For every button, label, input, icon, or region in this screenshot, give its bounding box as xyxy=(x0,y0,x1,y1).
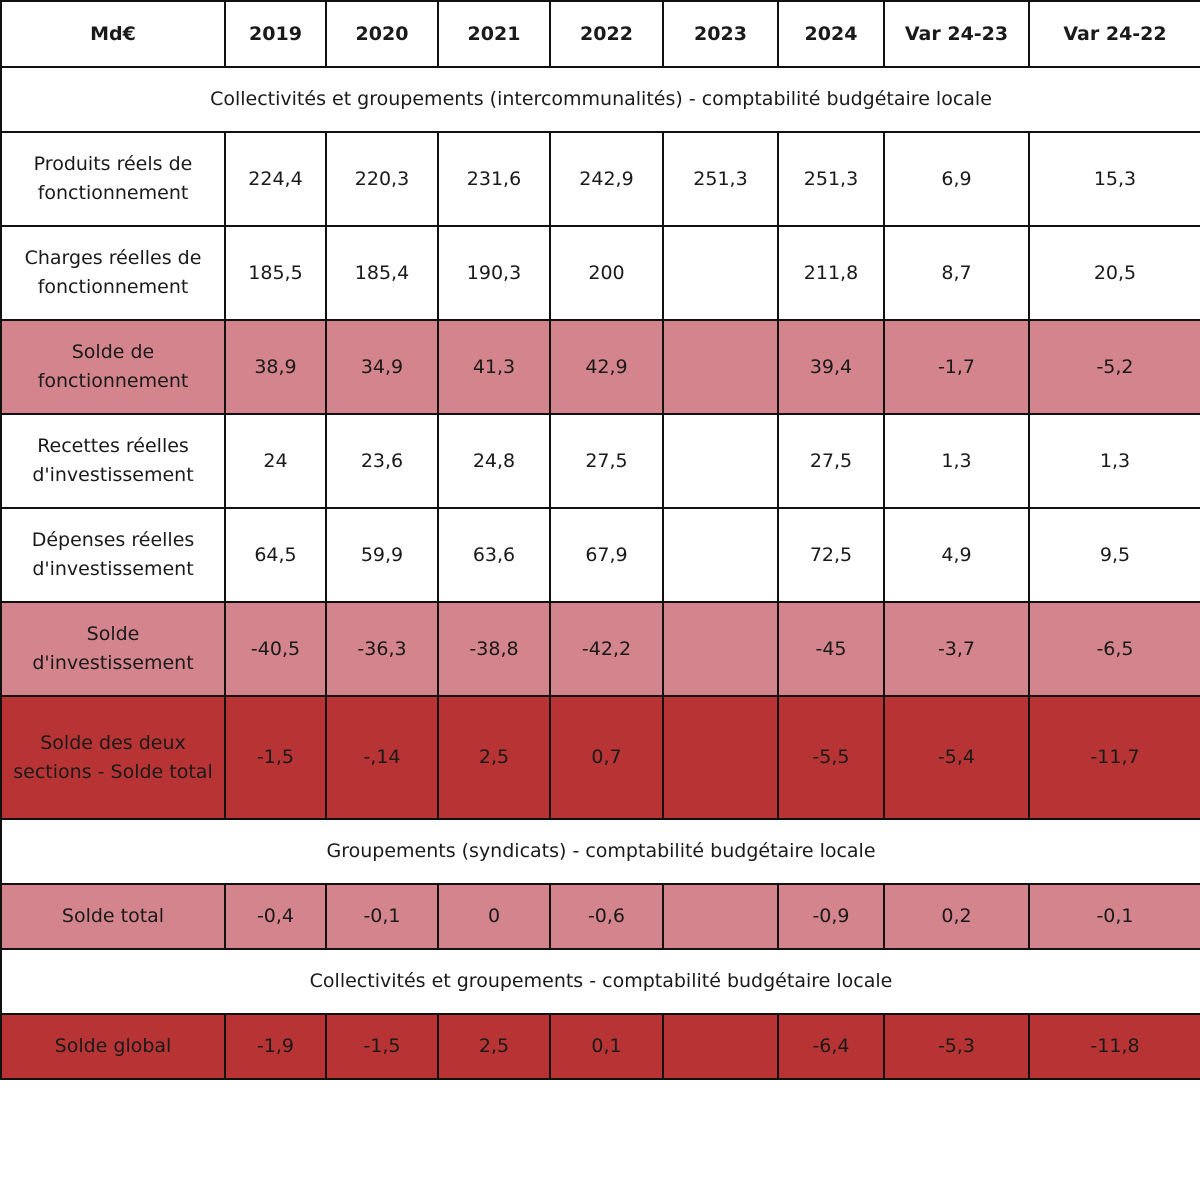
value-cell: 224,4 xyxy=(225,132,326,226)
value-cell: 251,3 xyxy=(663,132,778,226)
table-row xyxy=(1,1014,1200,1079)
value-cell: -5,4 xyxy=(884,696,1029,819)
value-cell: 190,3 xyxy=(438,226,550,320)
table-body xyxy=(1,67,1200,1079)
value-cell: 220,3 xyxy=(326,132,438,226)
header-cell: 2020 xyxy=(326,1,438,67)
value-cell: 231,6 xyxy=(438,132,550,226)
header-row xyxy=(1,1,1200,67)
header-cell: 2019 xyxy=(225,1,326,67)
section-row xyxy=(1,949,1200,1014)
value-cell xyxy=(663,414,778,508)
header-cell: 2023 xyxy=(663,1,778,67)
table-row xyxy=(1,508,1200,602)
section-row xyxy=(1,819,1200,884)
value-cell: -3,7 xyxy=(884,602,1029,696)
value-cell: 251,3 xyxy=(778,132,884,226)
value-cell: -45 xyxy=(778,602,884,696)
value-cell xyxy=(663,508,778,602)
row-label: Recettes réelles d'investissement xyxy=(1,414,225,508)
value-cell: -36,3 xyxy=(326,602,438,696)
value-cell: -1,7 xyxy=(884,320,1029,414)
value-cell: 23,6 xyxy=(326,414,438,508)
value-cell: 27,5 xyxy=(550,414,663,508)
value-cell: -40,5 xyxy=(225,602,326,696)
value-cell: 39,4 xyxy=(778,320,884,414)
value-cell: 1,3 xyxy=(1029,414,1200,508)
header-unit-cell: Md€ xyxy=(1,1,225,67)
row-label: Solde d'investissement xyxy=(1,602,225,696)
table-row xyxy=(1,696,1200,819)
value-cell: 41,3 xyxy=(438,320,550,414)
header-cell: Var 24-22 xyxy=(1029,1,1200,67)
value-cell: 1,3 xyxy=(884,414,1029,508)
section-title: Groupements (syndicats) - comptabilité budgétaire locale xyxy=(1,819,1200,884)
value-cell: -1,5 xyxy=(326,1014,438,1079)
value-cell: 211,8 xyxy=(778,226,884,320)
value-cell: 4,9 xyxy=(884,508,1029,602)
table-row xyxy=(1,320,1200,414)
value-cell xyxy=(663,696,778,819)
row-label: Solde des deux sections - Solde total xyxy=(1,696,225,819)
value-cell: 24,8 xyxy=(438,414,550,508)
value-cell: 6,9 xyxy=(884,132,1029,226)
value-cell xyxy=(663,602,778,696)
value-cell: 0 xyxy=(438,884,550,949)
row-label: Charges réelles de fonctionnement xyxy=(1,226,225,320)
section-title: Collectivités et groupements - comptabilité budgétaire locale xyxy=(1,949,1200,1014)
value-cell: -5,3 xyxy=(884,1014,1029,1079)
row-label: Dépenses réelles d'investissement xyxy=(1,508,225,602)
table-row xyxy=(1,602,1200,696)
value-cell: -11,7 xyxy=(1029,696,1200,819)
value-cell: 24 xyxy=(225,414,326,508)
value-cell: -11,8 xyxy=(1029,1014,1200,1079)
value-cell: 2,5 xyxy=(438,696,550,819)
value-cell: 20,5 xyxy=(1029,226,1200,320)
header-cell: 2022 xyxy=(550,1,663,67)
value-cell xyxy=(663,884,778,949)
value-cell: -5,5 xyxy=(778,696,884,819)
value-cell xyxy=(663,226,778,320)
value-cell: 42,9 xyxy=(550,320,663,414)
row-label: Solde global xyxy=(1,1014,225,1079)
value-cell: -1,5 xyxy=(225,696,326,819)
value-cell: -,14 xyxy=(326,696,438,819)
row-label: Solde de fonctionnement xyxy=(1,320,225,414)
value-cell: -38,8 xyxy=(438,602,550,696)
value-cell: -42,2 xyxy=(550,602,663,696)
value-cell: 200 xyxy=(550,226,663,320)
value-cell: 242,9 xyxy=(550,132,663,226)
value-cell: -0,1 xyxy=(1029,884,1200,949)
value-cell: 38,9 xyxy=(225,320,326,414)
value-cell: -0,9 xyxy=(778,884,884,949)
value-cell: 27,5 xyxy=(778,414,884,508)
value-cell: 63,6 xyxy=(438,508,550,602)
value-cell: 34,9 xyxy=(326,320,438,414)
value-cell: 2,5 xyxy=(438,1014,550,1079)
value-cell: -6,5 xyxy=(1029,602,1200,696)
value-cell: 15,3 xyxy=(1029,132,1200,226)
value-cell: -1,9 xyxy=(225,1014,326,1079)
value-cell: 0,1 xyxy=(550,1014,663,1079)
header-cell: 2021 xyxy=(438,1,550,67)
value-cell: -0,6 xyxy=(550,884,663,949)
header-cell: 2024 xyxy=(778,1,884,67)
value-cell: -0,1 xyxy=(326,884,438,949)
value-cell: 9,5 xyxy=(1029,508,1200,602)
value-cell: 0,7 xyxy=(550,696,663,819)
value-cell: -5,2 xyxy=(1029,320,1200,414)
table-row xyxy=(1,226,1200,320)
row-label: Solde total xyxy=(1,884,225,949)
header-cell: Var 24-23 xyxy=(884,1,1029,67)
value-cell: 8,7 xyxy=(884,226,1029,320)
value-cell xyxy=(663,1014,778,1079)
value-cell: -6,4 xyxy=(778,1014,884,1079)
value-cell xyxy=(663,320,778,414)
value-cell: 185,5 xyxy=(225,226,326,320)
row-label: Produits réels de fonctionnement xyxy=(1,132,225,226)
section-row xyxy=(1,67,1200,132)
value-cell: 72,5 xyxy=(778,508,884,602)
value-cell: 59,9 xyxy=(326,508,438,602)
value-cell: 0,2 xyxy=(884,884,1029,949)
value-cell: 185,4 xyxy=(326,226,438,320)
section-title: Collectivités et groupements (intercommunalités) - comptabilité budgétaire locale xyxy=(1,67,1200,132)
value-cell: 67,9 xyxy=(550,508,663,602)
table-row xyxy=(1,884,1200,949)
value-cell: 64,5 xyxy=(225,508,326,602)
table-row xyxy=(1,132,1200,226)
value-cell: -0,4 xyxy=(225,884,326,949)
table-row xyxy=(1,414,1200,508)
